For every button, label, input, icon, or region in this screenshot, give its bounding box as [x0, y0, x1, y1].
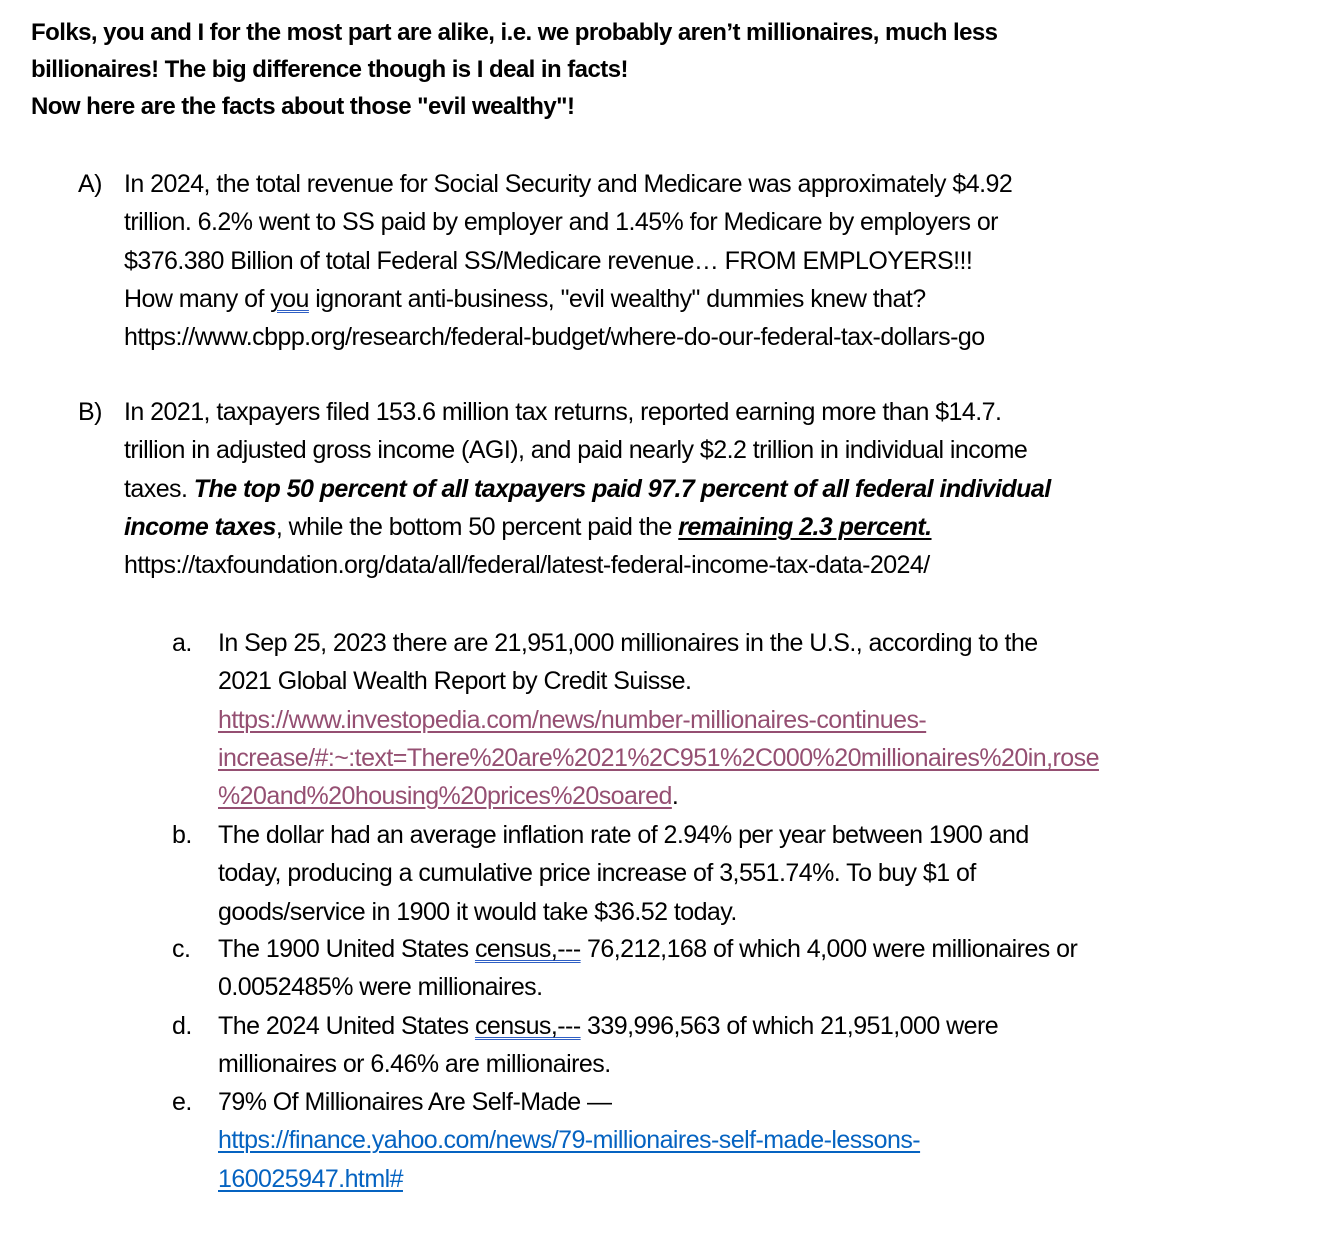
sub-a-line-1: In Sep 25, 2023 there are 21,951,000 millionaires in the U.S., according to the: [218, 629, 1038, 657]
intro-line-1: Folks, you and I for the most part are alike, i.e. we probably aren’t millionaires, much less: [31, 19, 998, 46]
section-a-line-2: trillion. 6.2% went to SS paid by employer and 1.45% for Medicare by employers or: [124, 208, 998, 237]
sub-list-label-d: d.: [172, 1012, 192, 1040]
section-a-line-1: In 2024, the total revenue for Social Security and Medicare was approximately $4.92: [124, 170, 1013, 198]
sub-c-line-1-pre: The 1900 United States: [218, 935, 475, 963]
sub-c-line-1-post: 76,212,168 of which 4,000 were millionaires or: [580, 935, 1078, 963]
sub-list-label-b: b.: [172, 821, 192, 849]
sub-list-body-b: [218, 816, 1029, 931]
sub-b-line-1: The dollar had an average inflation rate of 2.94% per year between 1900 and: [218, 821, 1029, 849]
emphasis-text: income taxes: [124, 512, 276, 541]
section-a-line-4-pre: How many of: [124, 284, 271, 313]
underlined-emphasis-text: remaining 2.3 percent.: [678, 512, 932, 541]
sub-list-label-a: a.: [172, 629, 192, 657]
sub-a-trailing-period: .: [671, 782, 679, 811]
section-b-source-url: https://taxfoundation.org/data/all/federal/latest-federal-income-tax-data-2024/: [124, 551, 930, 580]
sub-list-body-c: [218, 930, 1077, 1007]
section-a-line-3: $376.380 Billion of total Federal SS/Medicare revenue… FROM EMPLOYERS!!!: [124, 246, 973, 275]
sub-e-link-line-1: [218, 1121, 920, 1159]
section-b-line-3: [124, 470, 1051, 508]
list-label-b: B): [78, 398, 102, 426]
sub-a-link-line-2: [218, 739, 1099, 777]
grammar-flagged-word[interactable]: you: [270, 284, 309, 313]
section-a-line-4: [124, 280, 1012, 318]
sub-a-link-line-3: [218, 777, 1099, 815]
sub-a-link-line-1: [218, 701, 1099, 739]
sub-list-body-e: [218, 1083, 920, 1198]
sub-list-label-c: c.: [172, 935, 191, 963]
investopedia-link[interactable]: increase/#:~:text=There%20are%2021%2C951%2C000%20millionaires%20in,rose: [218, 743, 1099, 772]
intro-line-3: Now here are the facts about those "evil wealthy"!: [31, 93, 575, 120]
sub-list-label-e: e.: [172, 1088, 192, 1116]
yahoo-finance-link[interactable]: 160025947.html#: [218, 1164, 403, 1193]
sub-d-line-1-post: 339,996,563 of which 21,951,000 were: [580, 1012, 999, 1040]
grammar-flagged-word[interactable]: census,---: [474, 1012, 581, 1040]
investopedia-link[interactable]: %20and%20housing%20prices%20soared: [218, 782, 672, 811]
sub-e-line-1: 79% Of Millionaires Are Self-Made —: [218, 1088, 612, 1116]
sub-list-body-d: [218, 1007, 998, 1084]
grammar-flagged-word[interactable]: census,---: [474, 935, 581, 963]
section-a-source-url: https://www.cbpp.org/research/federal-budget/where-do-our-federal-tax-dollars-go: [124, 323, 985, 352]
intro-paragraph: [31, 14, 997, 125]
sub-e-link-line-2: [218, 1160, 920, 1198]
section-b-line-2: trillion in adjusted gross income (AGI), and paid nearly $2.2 trillion in individual income: [124, 436, 1028, 465]
sub-a-line-2: 2021 Global Wealth Report by Credit Suisse.: [218, 667, 692, 696]
section-b-line-4: [124, 508, 1051, 546]
section-b-line-4-mid: , while the bottom 50 percent paid the: [275, 512, 679, 541]
sub-b-line-2: today, producing a cumulative price increase of 3,551.74%. To buy $1 of: [218, 859, 976, 888]
sub-d-line-2: millionaires or 6.46% are millionaires.: [218, 1050, 611, 1079]
intro-line-2: billionaires! The big difference though is I deal in facts!: [31, 56, 628, 83]
list-body-b: [124, 393, 1051, 584]
section-b-line-3-pre: taxes.: [124, 474, 194, 503]
sub-d-line-1: [218, 1007, 998, 1045]
sub-c-line-1: [218, 930, 1077, 968]
sub-b-line-3: goods/service in 1900 it would take $36.52 today.: [218, 897, 737, 926]
list-body-a: [124, 165, 1012, 356]
section-a-line-4-post: ignorant anti-business, "evil wealthy" dummies knew that?: [308, 284, 926, 313]
sub-list-body-a: [218, 624, 1099, 815]
yahoo-finance-link[interactable]: https://finance.yahoo.com/news/79-millionaires-self-made-lessons-: [218, 1126, 921, 1155]
investopedia-link[interactable]: https://www.investopedia.com/news/number-millionaires-continues-: [218, 705, 927, 734]
list-label-a: A): [78, 170, 102, 198]
section-b-line-1: In 2021, taxpayers filed 153.6 million tax returns, reported earning more than $14.7.: [124, 398, 1002, 426]
sub-c-line-2: 0.0052485% were millionaires.: [218, 973, 543, 1002]
sub-d-line-1-pre: The 2024 United States: [218, 1012, 475, 1040]
emphasis-text: The top 50 percent of all taxpayers paid 97.7 percent of all federal individual: [193, 474, 1051, 503]
